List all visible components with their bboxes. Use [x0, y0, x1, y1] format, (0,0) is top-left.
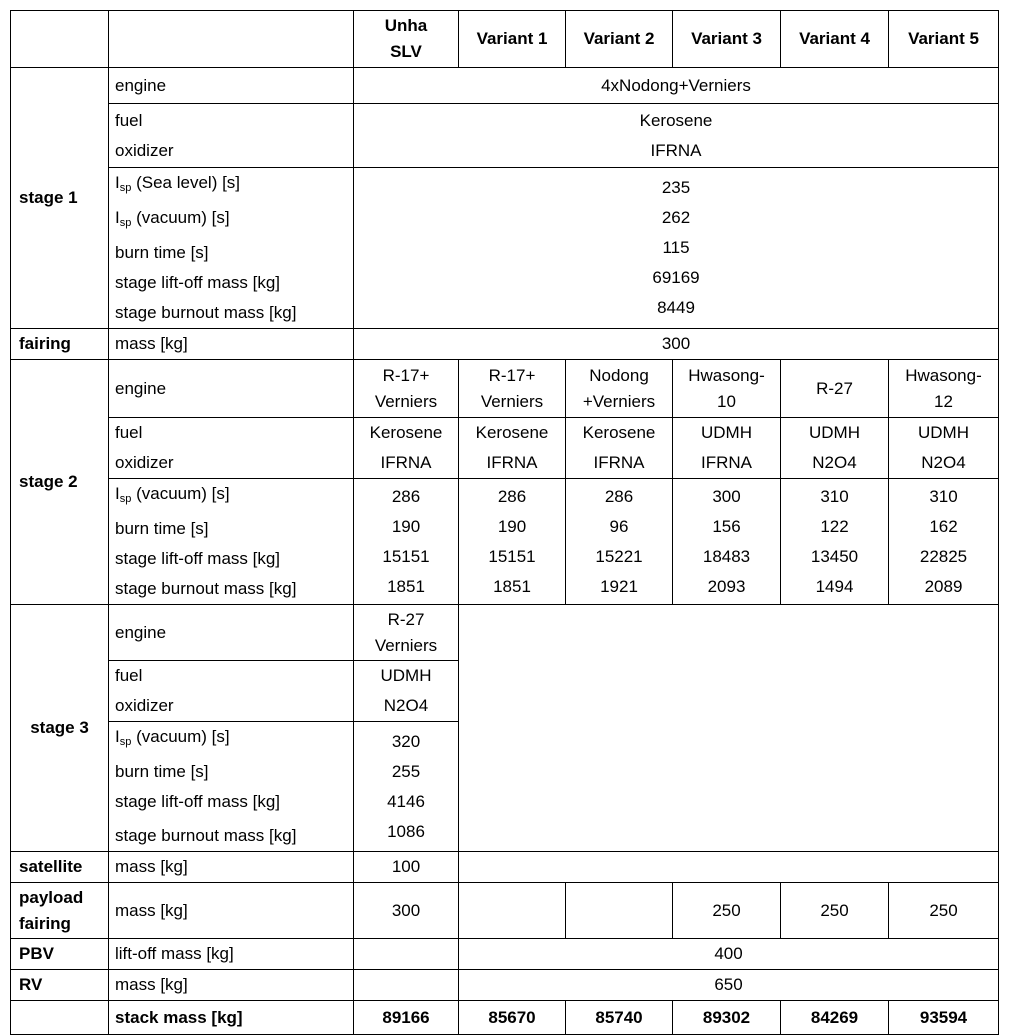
- col-header-variant-1: Variant 1: [459, 11, 566, 68]
- stage1-fuel-value: Kerosene: [639, 110, 713, 130]
- stage2-engine-v5: Hwasong- 12: [889, 360, 999, 418]
- pbv-label: PBV: [11, 939, 109, 970]
- stage2-performance-unha: 286 190 15151 1851: [354, 479, 459, 605]
- stage2-performance-v5: 310 162 22825 2089: [889, 479, 999, 605]
- header-blank-cell: [11, 11, 109, 68]
- col-header-variant-3: Variant 3: [673, 11, 781, 68]
- rv-value: 650: [459, 970, 999, 1001]
- stage3-engine-unha: R-27 Verniers: [354, 605, 459, 661]
- burn-time-label: burn time [s]: [115, 243, 209, 262]
- fuel-label: fuel: [115, 110, 143, 130]
- stage3-label: stage 3: [11, 605, 109, 852]
- pbv-param: lift-off mass [kg]: [109, 939, 354, 970]
- stage2-engine-unha: R-17+ Verniers: [354, 360, 459, 418]
- stage1-liftoff-mass: 69169: [652, 268, 700, 287]
- pbv-value: 400: [459, 939, 999, 970]
- stack-mass-v3: 89302: [673, 1001, 781, 1035]
- fairing-label: fairing: [11, 329, 109, 360]
- stage2-propellant-v2: Kerosene IFRNA: [566, 418, 673, 479]
- stage2-performance-v1: 286 190 15151 1851: [459, 479, 566, 605]
- rv-param: mass [kg]: [109, 970, 354, 1001]
- stage2-performance-v3: 300 156 18483 2093: [673, 479, 781, 605]
- payload-fairing-v3: 250: [673, 883, 781, 939]
- stage2-label: stage 2: [11, 360, 109, 605]
- stack-blank-cell: [11, 1001, 109, 1035]
- stage3-performance-unha: 320 255 4146 1086: [354, 722, 459, 852]
- stage2-propellant-labels: [109, 418, 354, 479]
- stage2-performance-row: [11, 479, 999, 605]
- burn-time-label: burn time [s]: [115, 519, 209, 538]
- satellite-param: mass [kg]: [109, 852, 354, 883]
- col-header-unha-slv: Unha SLV: [354, 11, 459, 68]
- satellite-row: [11, 852, 999, 883]
- stage3-engine-label: engine: [109, 605, 354, 661]
- liftoff-mass-label: stage lift-off mass [kg]: [115, 273, 281, 292]
- isp-vacuum-label: $I_{sp}$ (vacuum) [s]: [115, 727, 230, 748]
- stack-mass-v1: 85670: [459, 1001, 566, 1035]
- payload-fairing-row: [11, 883, 999, 939]
- stage1-performance-row: [11, 168, 999, 329]
- stage1-propellant-values: [354, 104, 999, 168]
- fairing-value: 300: [354, 329, 999, 360]
- fuel-label: fuel: [115, 666, 143, 685]
- rv-row: [11, 970, 999, 1001]
- stage1-isp-sea-level: 235: [661, 178, 691, 197]
- stage2-propellant-v1: Kerosene IFRNA: [459, 418, 566, 479]
- stage3-empty-block: [459, 605, 999, 852]
- stage3-propellant-labels: [109, 661, 354, 722]
- payload-fairing-unha: 300: [354, 883, 459, 939]
- stage2-engine-v4: R-27: [781, 360, 889, 418]
- stage2-engine-label: engine: [109, 360, 354, 418]
- stack-mass-v4: 84269: [781, 1001, 889, 1035]
- stage2-propellant-v4: UDMH N2O4: [781, 418, 889, 479]
- burn-time-label: burn time [s]: [115, 762, 209, 781]
- stage1-burn-time: 115: [662, 238, 690, 257]
- liftoff-mass-label: stage lift-off mass [kg]: [115, 549, 281, 568]
- stack-mass-unha: 89166: [354, 1001, 459, 1035]
- stage1-engine-label: engine: [109, 68, 354, 104]
- stage1-engine-row: [11, 68, 999, 104]
- stage2-performance-v2: 286 96 15221 1921: [566, 479, 673, 605]
- stage2-performance-v4: 310 122 13450 1494: [781, 479, 889, 605]
- payload-fairing-param: mass [kg]: [109, 883, 354, 939]
- rocket-spec-table: [10, 10, 999, 1035]
- fairing-param: mass [kg]: [109, 329, 354, 360]
- stage2-propellant-v5: UDMH N2O4: [889, 418, 999, 479]
- stage2-propellant-unha: Kerosene IFRNA: [354, 418, 459, 479]
- fuel-label: fuel: [115, 423, 143, 442]
- stage3-propellant-unha: UDMH N2O4: [354, 661, 459, 722]
- satellite-empty: [459, 852, 999, 883]
- pbv-row: [11, 939, 999, 970]
- stage1-engine-value: 4xNodong+Verniers: [354, 68, 999, 104]
- fairing-row: [11, 329, 999, 360]
- stack-mass-v2: 85740: [566, 1001, 673, 1035]
- stage2-propellant-row: [11, 418, 999, 479]
- stage2-engine-v1: R-17+ Verniers: [459, 360, 566, 418]
- burnout-mass-label: stage burnout mass [kg]: [115, 826, 297, 845]
- stack-mass-v5: 93594: [889, 1001, 999, 1035]
- stage3-performance-labels: [109, 722, 354, 852]
- stage1-propellant-labels: [109, 104, 354, 168]
- rv-empty-unha: [354, 970, 459, 1001]
- oxidizer-label: oxidizer: [115, 140, 174, 160]
- stage2-engine-row: [11, 360, 999, 418]
- col-header-variant-5: Variant 5: [889, 11, 999, 68]
- isp-vacuum-label: $I_{sp}$ (vacuum) [s]: [115, 208, 230, 229]
- stage1-label: stage 1: [11, 68, 109, 329]
- col-header-variant-4: Variant 4: [781, 11, 889, 68]
- stage1-burnout-mass: 8449: [657, 298, 695, 317]
- oxidizer-label: oxidizer: [115, 696, 174, 715]
- isp-vacuum-label: $I_{sp}$ (vacuum) [s]: [115, 484, 230, 505]
- satellite-value-unha: 100: [354, 852, 459, 883]
- pbv-empty-unha: [354, 939, 459, 970]
- rv-label: RV: [11, 970, 109, 1001]
- stage2-engine-v2: Nodong +Verniers: [566, 360, 673, 418]
- payload-fairing-v4: 250: [781, 883, 889, 939]
- isp-sea-level-label: $I_{sp}$ (Sea level) [s]: [115, 173, 241, 194]
- payload-fairing-v2: [566, 883, 673, 939]
- stage1-performance-values: [354, 168, 999, 329]
- burnout-mass-label: stage burnout mass [kg]: [115, 579, 297, 598]
- stage1-performance-labels: [109, 168, 354, 329]
- stage2-propellant-v3: UDMH IFRNA: [673, 418, 781, 479]
- payload-fairing-v5: 250: [889, 883, 999, 939]
- burnout-mass-label: stage burnout mass [kg]: [115, 303, 297, 322]
- payload-fairing-label: payload fairing: [11, 883, 109, 939]
- stage2-engine-v3: Hwasong- 10: [673, 360, 781, 418]
- stage2-performance-labels: [109, 479, 354, 605]
- stage1-isp-vacuum: 262: [661, 208, 691, 227]
- header-blank-cell: [109, 11, 354, 68]
- payload-fairing-v1: [459, 883, 566, 939]
- col-header-variant-2: Variant 2: [566, 11, 673, 68]
- header-row: [11, 11, 999, 68]
- stack-mass-row: [11, 1001, 999, 1035]
- stack-mass-label: stack mass [kg]: [109, 1001, 354, 1035]
- stage3-engine-row: [11, 605, 999, 661]
- stage1-oxidizer-value: IFRNA: [650, 140, 702, 160]
- satellite-label: satellite: [11, 852, 109, 883]
- oxidizer-label: oxidizer: [115, 453, 174, 472]
- stage1-propellant-row: [11, 104, 999, 168]
- liftoff-mass-label: stage lift-off mass [kg]: [115, 792, 281, 811]
